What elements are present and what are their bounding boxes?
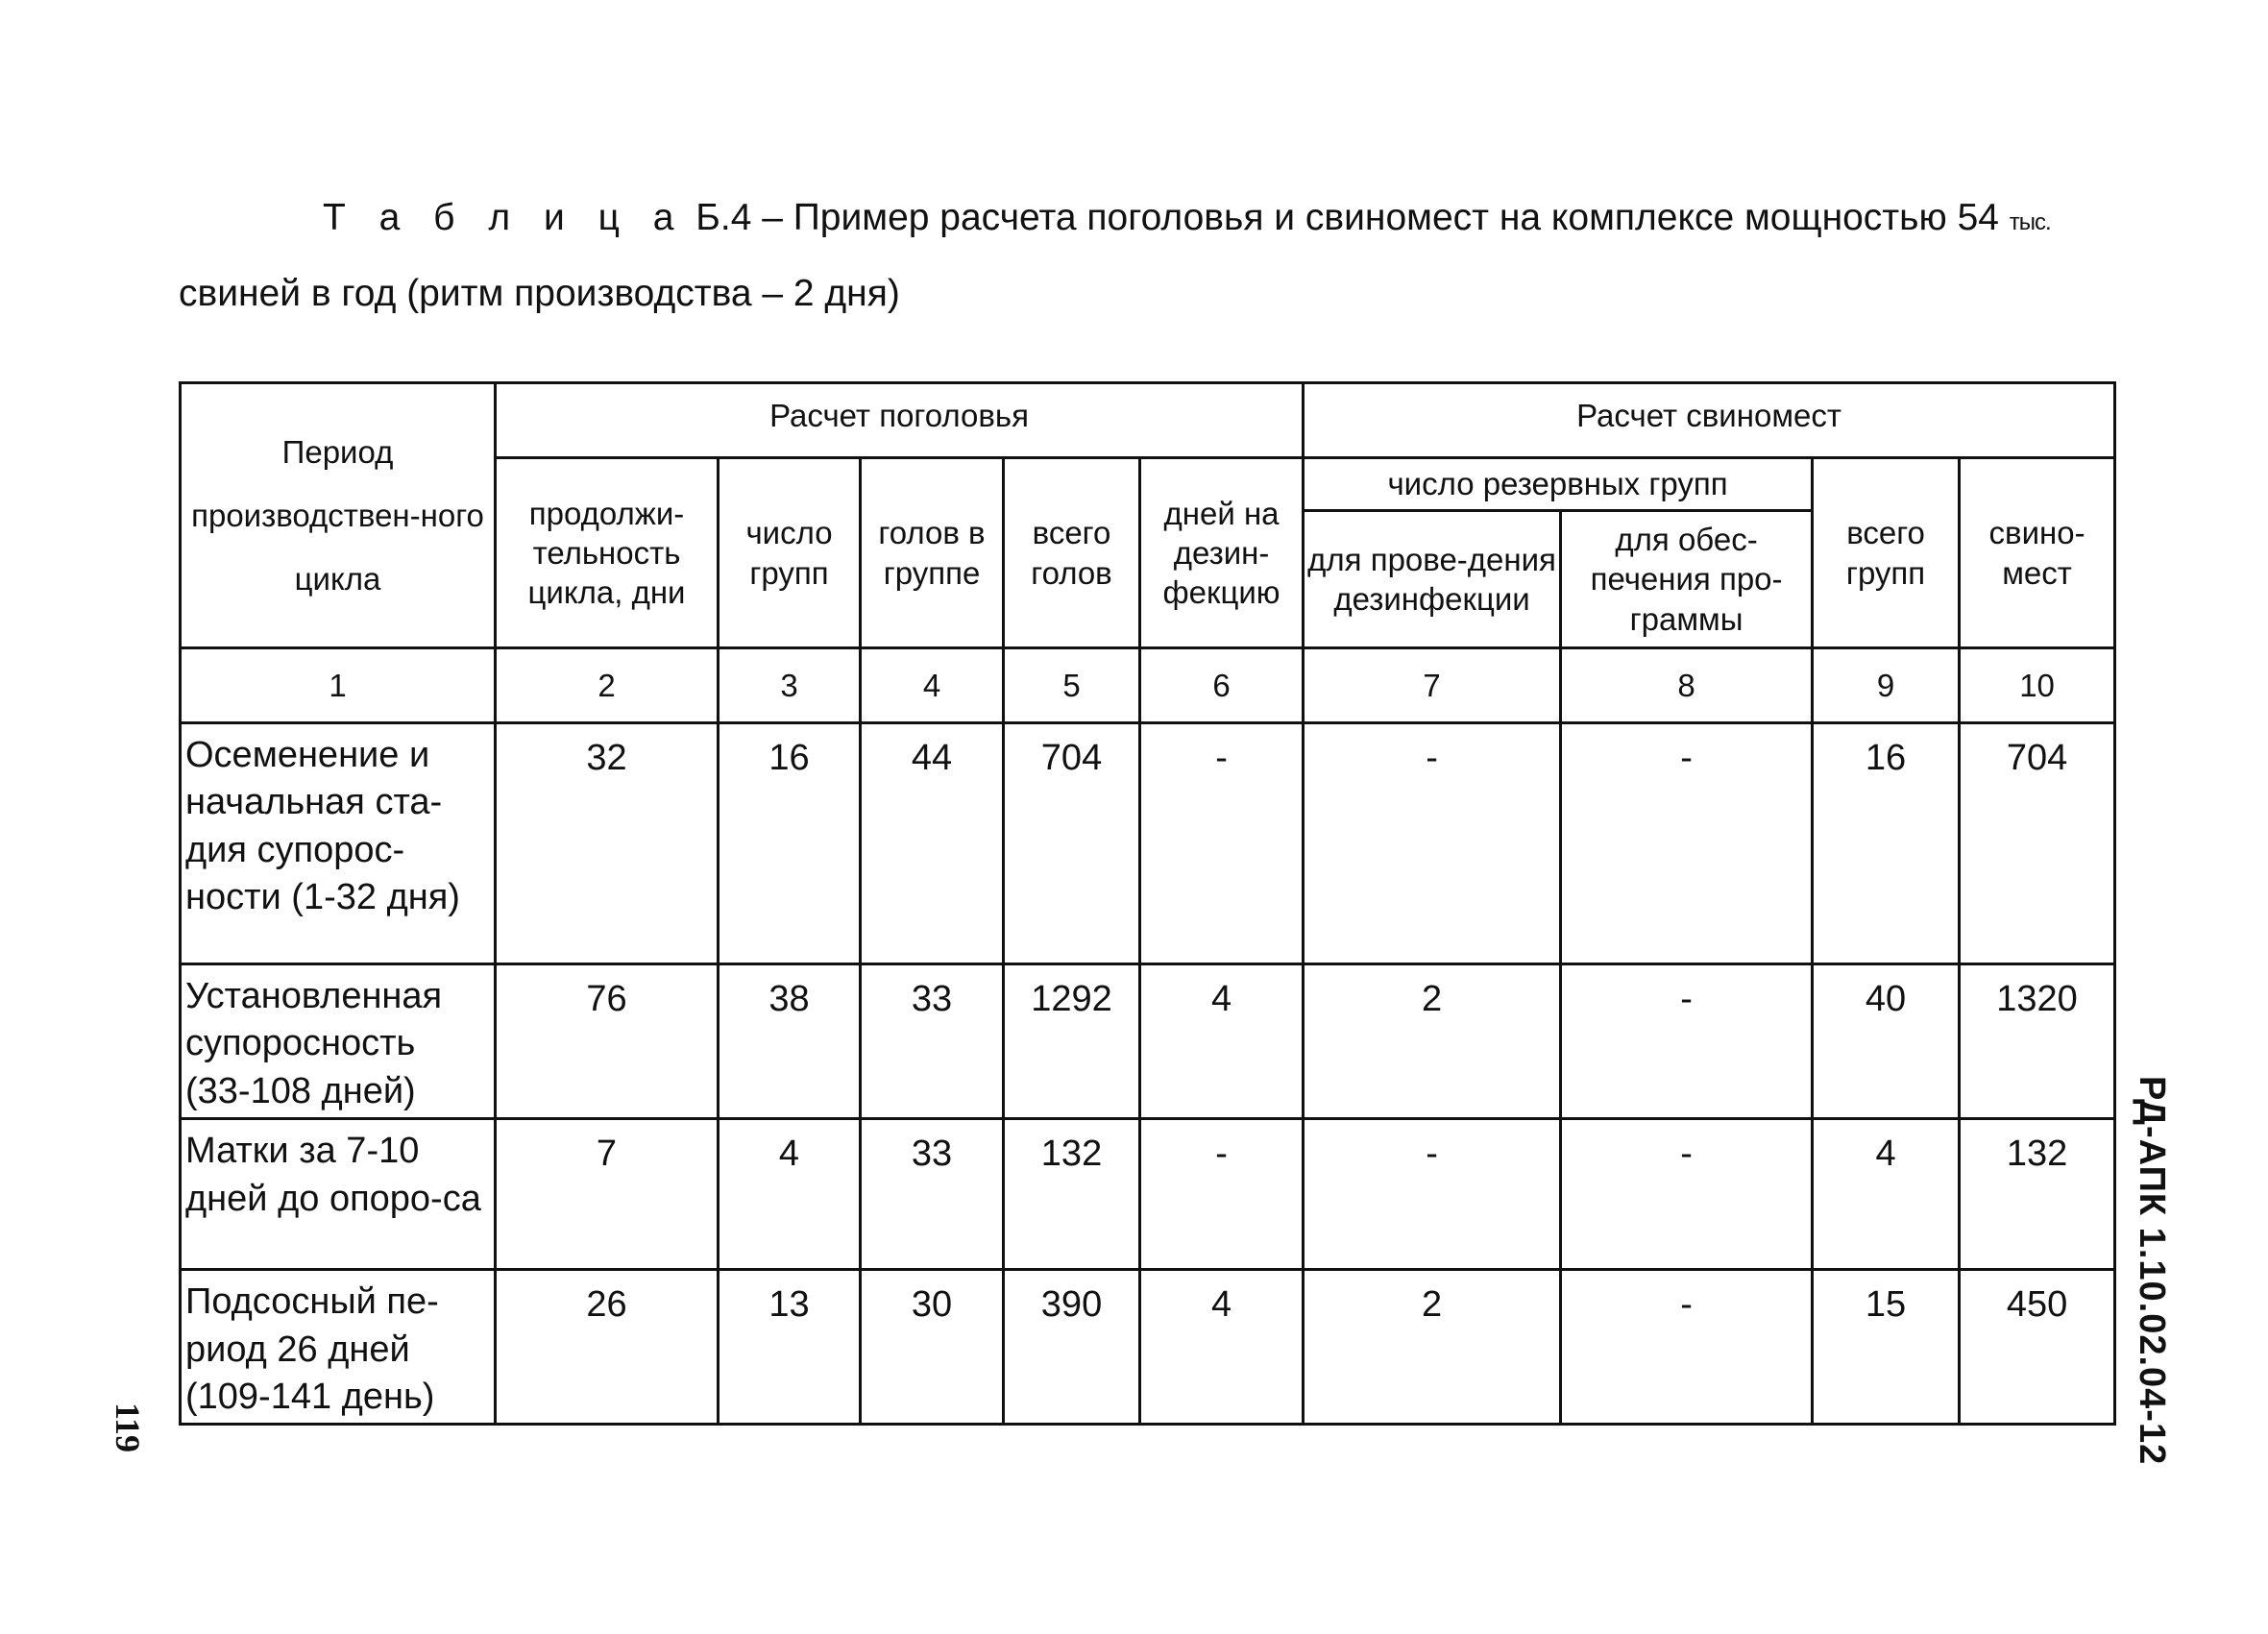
table-cell: - — [1304, 1119, 1561, 1270]
header-period: Период производствен-ного цикла — [181, 383, 496, 648]
table-cell: - — [1140, 1119, 1304, 1270]
table-cell: 33 — [861, 1119, 1004, 1270]
table-cell: 4 — [1140, 1270, 1304, 1425]
header-heads-group: голов в группе — [861, 458, 1004, 648]
header-reserve-disinfection: для прове-дения дезинфекции — [1304, 511, 1561, 648]
caption-line-1 — [179, 183, 2119, 258]
table-cell: - — [1561, 1270, 1813, 1425]
column-number: 2 — [496, 648, 719, 723]
row-label: Установленная супоросность (33-108 дней) — [181, 964, 496, 1119]
table-cell: 1320 — [1960, 964, 2115, 1119]
table-cell: 32 — [496, 723, 719, 964]
table-cell: 1292 — [1004, 964, 1140, 1119]
header-disinfection-days: дней на дезин-фекцию — [1140, 458, 1304, 648]
column-number: 7 — [1304, 648, 1561, 723]
header-groups: число групп — [719, 458, 861, 648]
column-number: 3 — [719, 648, 861, 723]
column-number: 4 — [861, 648, 1004, 723]
table-cell: 26 — [496, 1270, 719, 1425]
header-reserve-program: для обес-печения про-граммы — [1561, 511, 1813, 648]
header-total-groups: всего групп — [1813, 458, 1960, 648]
table-cell: - — [1561, 1119, 1813, 1270]
page-number: 119 — [109, 1402, 147, 1453]
caption-tys: тыс. — [2009, 209, 2051, 235]
table-cell: 40 — [1813, 964, 1960, 1119]
caption-line-2: свиней в год (ритм производства – 2 дня) — [179, 273, 900, 314]
header-duration: продолжи-тельность цикла, дни — [496, 458, 719, 648]
header-total-heads: всего голов — [1004, 458, 1140, 648]
header-calc-places: Расчет свиномест — [1304, 383, 2115, 458]
row-label: Матки за 7-10 дней до опоро-са — [181, 1119, 496, 1270]
document-code: РД-АПК 1.10.02.04-12 — [2132, 1076, 2172, 1466]
table-cell: 15 — [1813, 1270, 1960, 1425]
row-label: Осеменение и начальная ста-дия супорос-ности (1-32 дня) — [181, 723, 496, 964]
table-cell: 44 — [861, 723, 1004, 964]
table-cell: - — [1561, 723, 1813, 964]
table-cell: 16 — [1813, 723, 1960, 964]
header-calc-head: Расчет поголовья — [496, 383, 1304, 458]
table-cell: 33 — [861, 964, 1004, 1119]
table-row — [181, 1119, 2115, 1270]
table-row — [181, 964, 2115, 1119]
header-row-1 — [181, 383, 2115, 458]
table-caption — [179, 183, 2119, 329]
table-cell: 132 — [1960, 1119, 2115, 1270]
column-number: 5 — [1004, 648, 1140, 723]
column-number: 8 — [1561, 648, 1813, 723]
table-cell: 2 — [1304, 964, 1561, 1119]
table-cell: 38 — [719, 964, 861, 1119]
table-cell: 7 — [496, 1119, 719, 1270]
table-cell: 13 — [719, 1270, 861, 1425]
row-label: Подсосный пе-риод 26 дней (109-141 день) — [181, 1270, 496, 1425]
column-number: 10 — [1960, 648, 2115, 723]
header-reserve-groups: число резервных групп — [1304, 458, 1813, 511]
table-cell: 704 — [1960, 723, 2115, 964]
table-cell: 76 — [496, 964, 719, 1119]
table-cell: - — [1140, 723, 1304, 964]
table-row — [181, 1270, 2115, 1425]
header-places: свино-мест — [1960, 458, 2115, 648]
table-cell: 2 — [1304, 1270, 1561, 1425]
caption-text: Б.4 – Пример расчета поголовья и свиномест на комплексе мощностью 54 — [685, 197, 2010, 238]
pig-calculation-table — [179, 381, 2116, 1426]
table-cell: 390 — [1004, 1270, 1140, 1425]
table-cell: - — [1304, 723, 1561, 964]
table-cell: 30 — [861, 1270, 1004, 1425]
column-number: 1 — [181, 648, 496, 723]
table-cell: 4 — [1813, 1119, 1960, 1270]
column-number: 6 — [1140, 648, 1304, 723]
table-cell: 16 — [719, 723, 861, 964]
table-cell: 704 — [1004, 723, 1140, 964]
table-cell: 132 — [1004, 1119, 1140, 1270]
table-cell: 450 — [1960, 1270, 2115, 1425]
table-cell: - — [1561, 964, 1813, 1119]
table-cell: 4 — [719, 1119, 861, 1270]
column-number-row — [181, 648, 2115, 723]
column-number: 9 — [1813, 648, 1960, 723]
table-row — [181, 723, 2115, 964]
table-cell: 4 — [1140, 964, 1304, 1119]
caption-label: Т а б л и ц а — [323, 197, 686, 238]
